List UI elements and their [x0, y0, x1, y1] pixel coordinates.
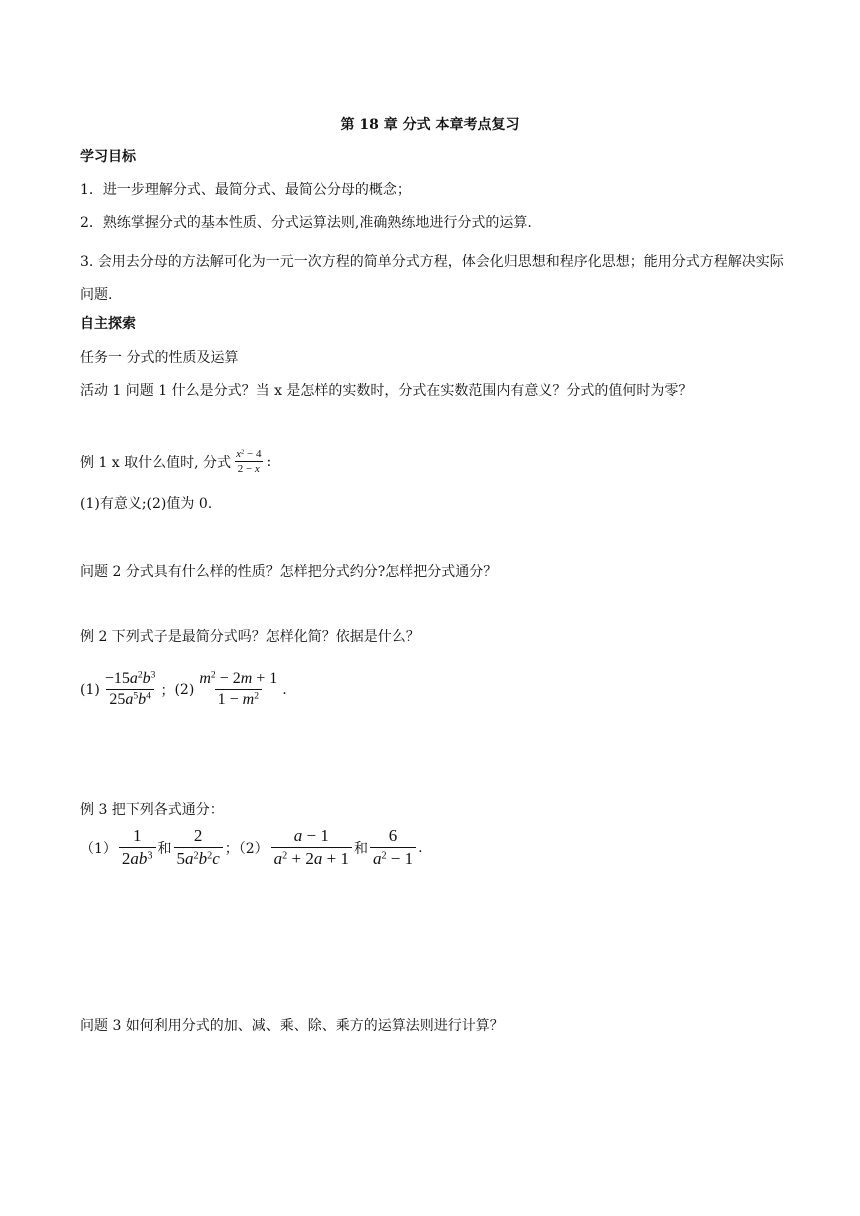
example3-fraction4: [370, 826, 416, 869]
objectives-heading: 学习目标: [80, 149, 136, 165]
example1-numerator: $x^2 - 4$: [236, 448, 262, 460]
example2-end: .: [282, 681, 287, 698]
example3-fraction1-denominator: $2ab^3$: [119, 847, 156, 869]
example2-fraction1-denominator: $25a^5b^4$: [106, 689, 154, 709]
example3-fraction2-denominator: $5a^2b^2c$: [174, 847, 223, 869]
explore-heading: 自主探索: [80, 316, 136, 332]
example3-fraction1-numerator: 1: [132, 826, 142, 845]
example3-and1: 和: [157, 840, 172, 857]
example2-row: [80, 670, 287, 709]
example3-fraction3: [271, 826, 352, 869]
example2-fraction2: [196, 670, 280, 709]
example2-separator: ；: [160, 682, 175, 699]
example2-fraction1: [102, 670, 159, 709]
question3: 问题 3 如何利用分式的加、减、乘、除、乘方的运算法则进行计算？: [80, 1018, 504, 1034]
objective-item-1: 1．进一步理解分式、最简分式、最简公分母的概念；: [80, 182, 411, 198]
example3-fraction1: [119, 826, 156, 869]
example1-tail: :: [266, 453, 272, 470]
activity1-question1: 活动 1 问题 1 什么是分式？当 x 是怎样的实数时，分式在实数范围内有意义？分式的值何时为零？: [80, 383, 693, 399]
example3-fraction3-denominator: $a^2 + 2a + 1$: [271, 847, 352, 869]
example1: [80, 448, 271, 475]
page-title: 第 18 章 分式 本章考点复习: [340, 117, 520, 133]
example2-fraction2-denominator: $1 - m^2$: [215, 689, 262, 709]
objective-item-3: 3. 会用去分母的方法解可化为一元一次方程的简单分式方程，体会化归思想和程序化思想；能用分式方程解决实际问题.: [80, 254, 784, 303]
example3-fraction2-numerator: 2: [193, 826, 203, 845]
example2-fraction1-numerator: $-15a^2b^3$: [104, 669, 156, 687]
objective-item-2: 2．熟练掌握分式的基本性质、分式运算法则,准确熟练地进行分式的运算.: [80, 215, 532, 231]
example3-and2: 和: [353, 840, 368, 857]
example3-separator: ；（2）: [224, 840, 269, 857]
example3-fraction3-numerator: a − 1: [293, 826, 329, 845]
task1-label: 任务一 分式的性质及运算: [80, 350, 239, 366]
example3-fraction4-denominator: $a^2 - 1$: [370, 847, 416, 869]
example3-part1-label: （1）: [80, 840, 117, 857]
example2-part1-label: (1): [80, 681, 100, 698]
example3-fraction2: [174, 826, 223, 869]
example2-fraction2-numerator: $m^2 - 2m + 1$: [199, 669, 278, 687]
example2-lead: 例 2 下列式子是最简分式吗？怎样化简？依据是什么？: [80, 629, 420, 645]
example2-part2-label: (2): [174, 681, 195, 698]
example3-end: .: [418, 839, 423, 856]
example3-row: [80, 826, 423, 869]
question2: 问题 2 分式具有什么样的性质？怎样把分式约分?怎样把分式通分？: [80, 564, 498, 580]
example1-fraction: [233, 448, 264, 475]
example3-lead: 例 3 把下列各式通分：: [80, 802, 224, 818]
example1-lead: 例 1 x 取什么值时, 分式: [80, 454, 232, 471]
example1-parts: (1)有意义;(2)值为 0.: [80, 496, 213, 512]
example3-fraction4-numerator: 6: [388, 826, 398, 845]
example1-denominator: 2 − x: [235, 461, 263, 475]
